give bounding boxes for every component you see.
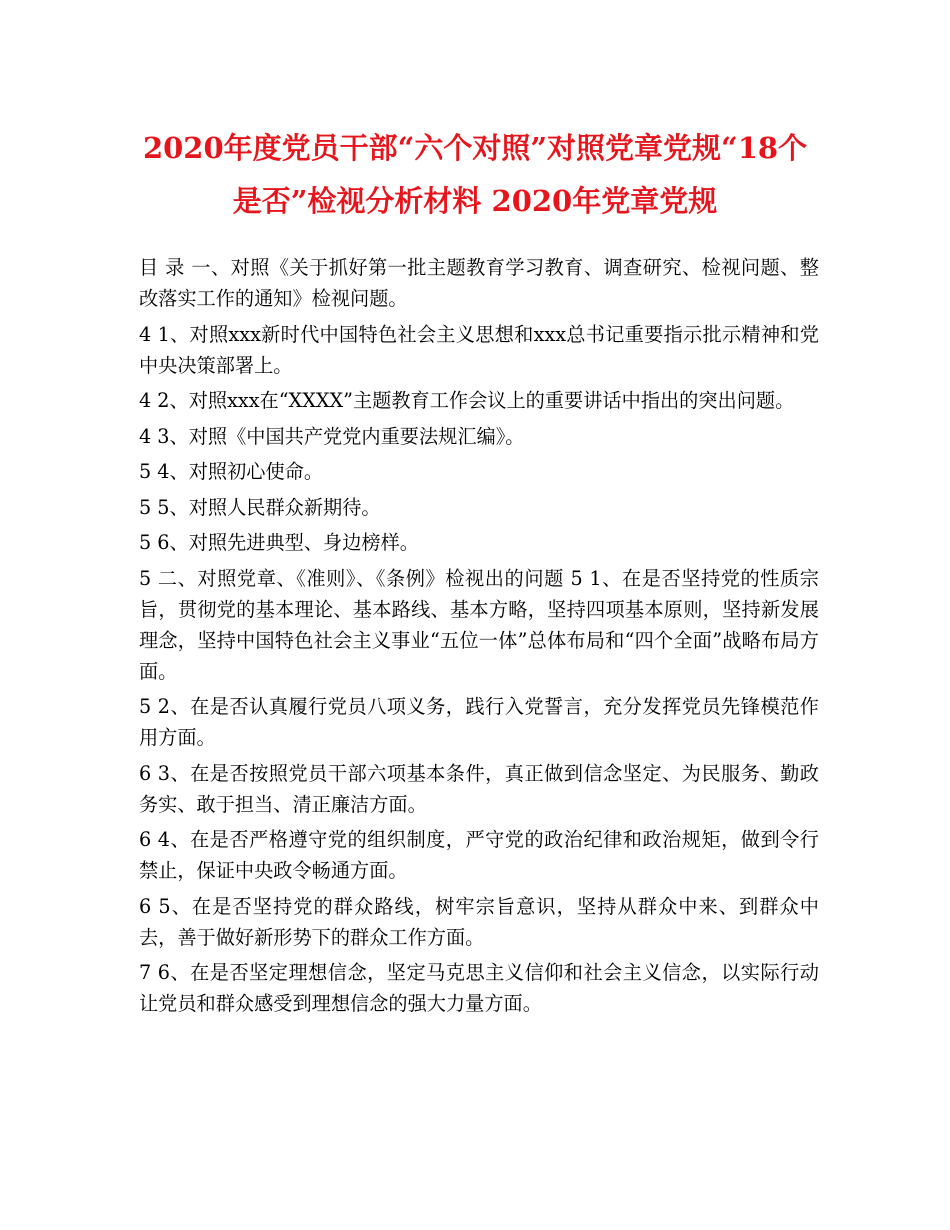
toc-item: 7 6、在是否坚定理想信念，坚定马克思主义信仰和社会主义信念，以实际行动让党员和群众感受到理想信念的强大力量方面。 [139,961,819,1015]
toc-item: 5 二、对照党章、《准则》、《条例》检视出的问题 5 1、在是否坚持党的性质宗旨，贯彻党的基本理论、基本路线、基本方略，坚持四项基本原则，坚持新发展理念，坚持中国特色社会主义事业“五位一体”总体布局和“四个全面”战略布局方面。 [139,566,819,683]
toc-item: 6 3、在是否按照党员干部六项基本条件，真正做到信念坚定、为民服务、勤政务实、敢于担当、清正廉洁方面。 [139,761,819,816]
toc-item: 5 6、对照先进典型、身边榜样。 [139,531,419,554]
toc-item: 4 1、对照xxx新时代中国特色社会主义思想和xxx总书记重要指示批示精神和党中央决策部署上。 [139,322,819,377]
toc-item: 5 2、在是否认真履行党员八项义务，践行入党誓言，充分发挥党员先锋模范作用方面。 [139,695,819,749]
toc-item: 6 5、在是否坚持党的群众路线，树牢宗旨意识，坚持从群众中来、到群众中去，善于做好新形势下的群众工作方面。 [139,894,819,949]
toc-item: 4 2、对照xxx在“XXXX”主题教育工作会议上的重要讲话中指出的突出问题。 [139,389,795,412]
document-body [139,252,819,1024]
toc-item: 5 5、对照人民群众新期待。 [139,495,381,519]
toc-item: 5 4、对照初心使命。 [139,460,324,483]
document-title: 2020年度党员干部“六个对照”对照党章党规“18个是否”检视分析材料 2020年党章党规 [142,131,808,218]
toc-heading-paragraph: 目 录 一、对照《关于抓好第一批主题教育学习教育、调查研究、检视问题、整改落实工作的通知》检视问题。 [139,256,819,310]
toc-item: 6 4、在是否严格遵守党的组织制度，严守党的政治纪律和政治规矩，做到令行禁止，保证中央政令畅通方面。 [139,828,819,882]
toc-item: 4 3、对照《中国共产党党内重要法规汇编》。 [139,424,525,448]
